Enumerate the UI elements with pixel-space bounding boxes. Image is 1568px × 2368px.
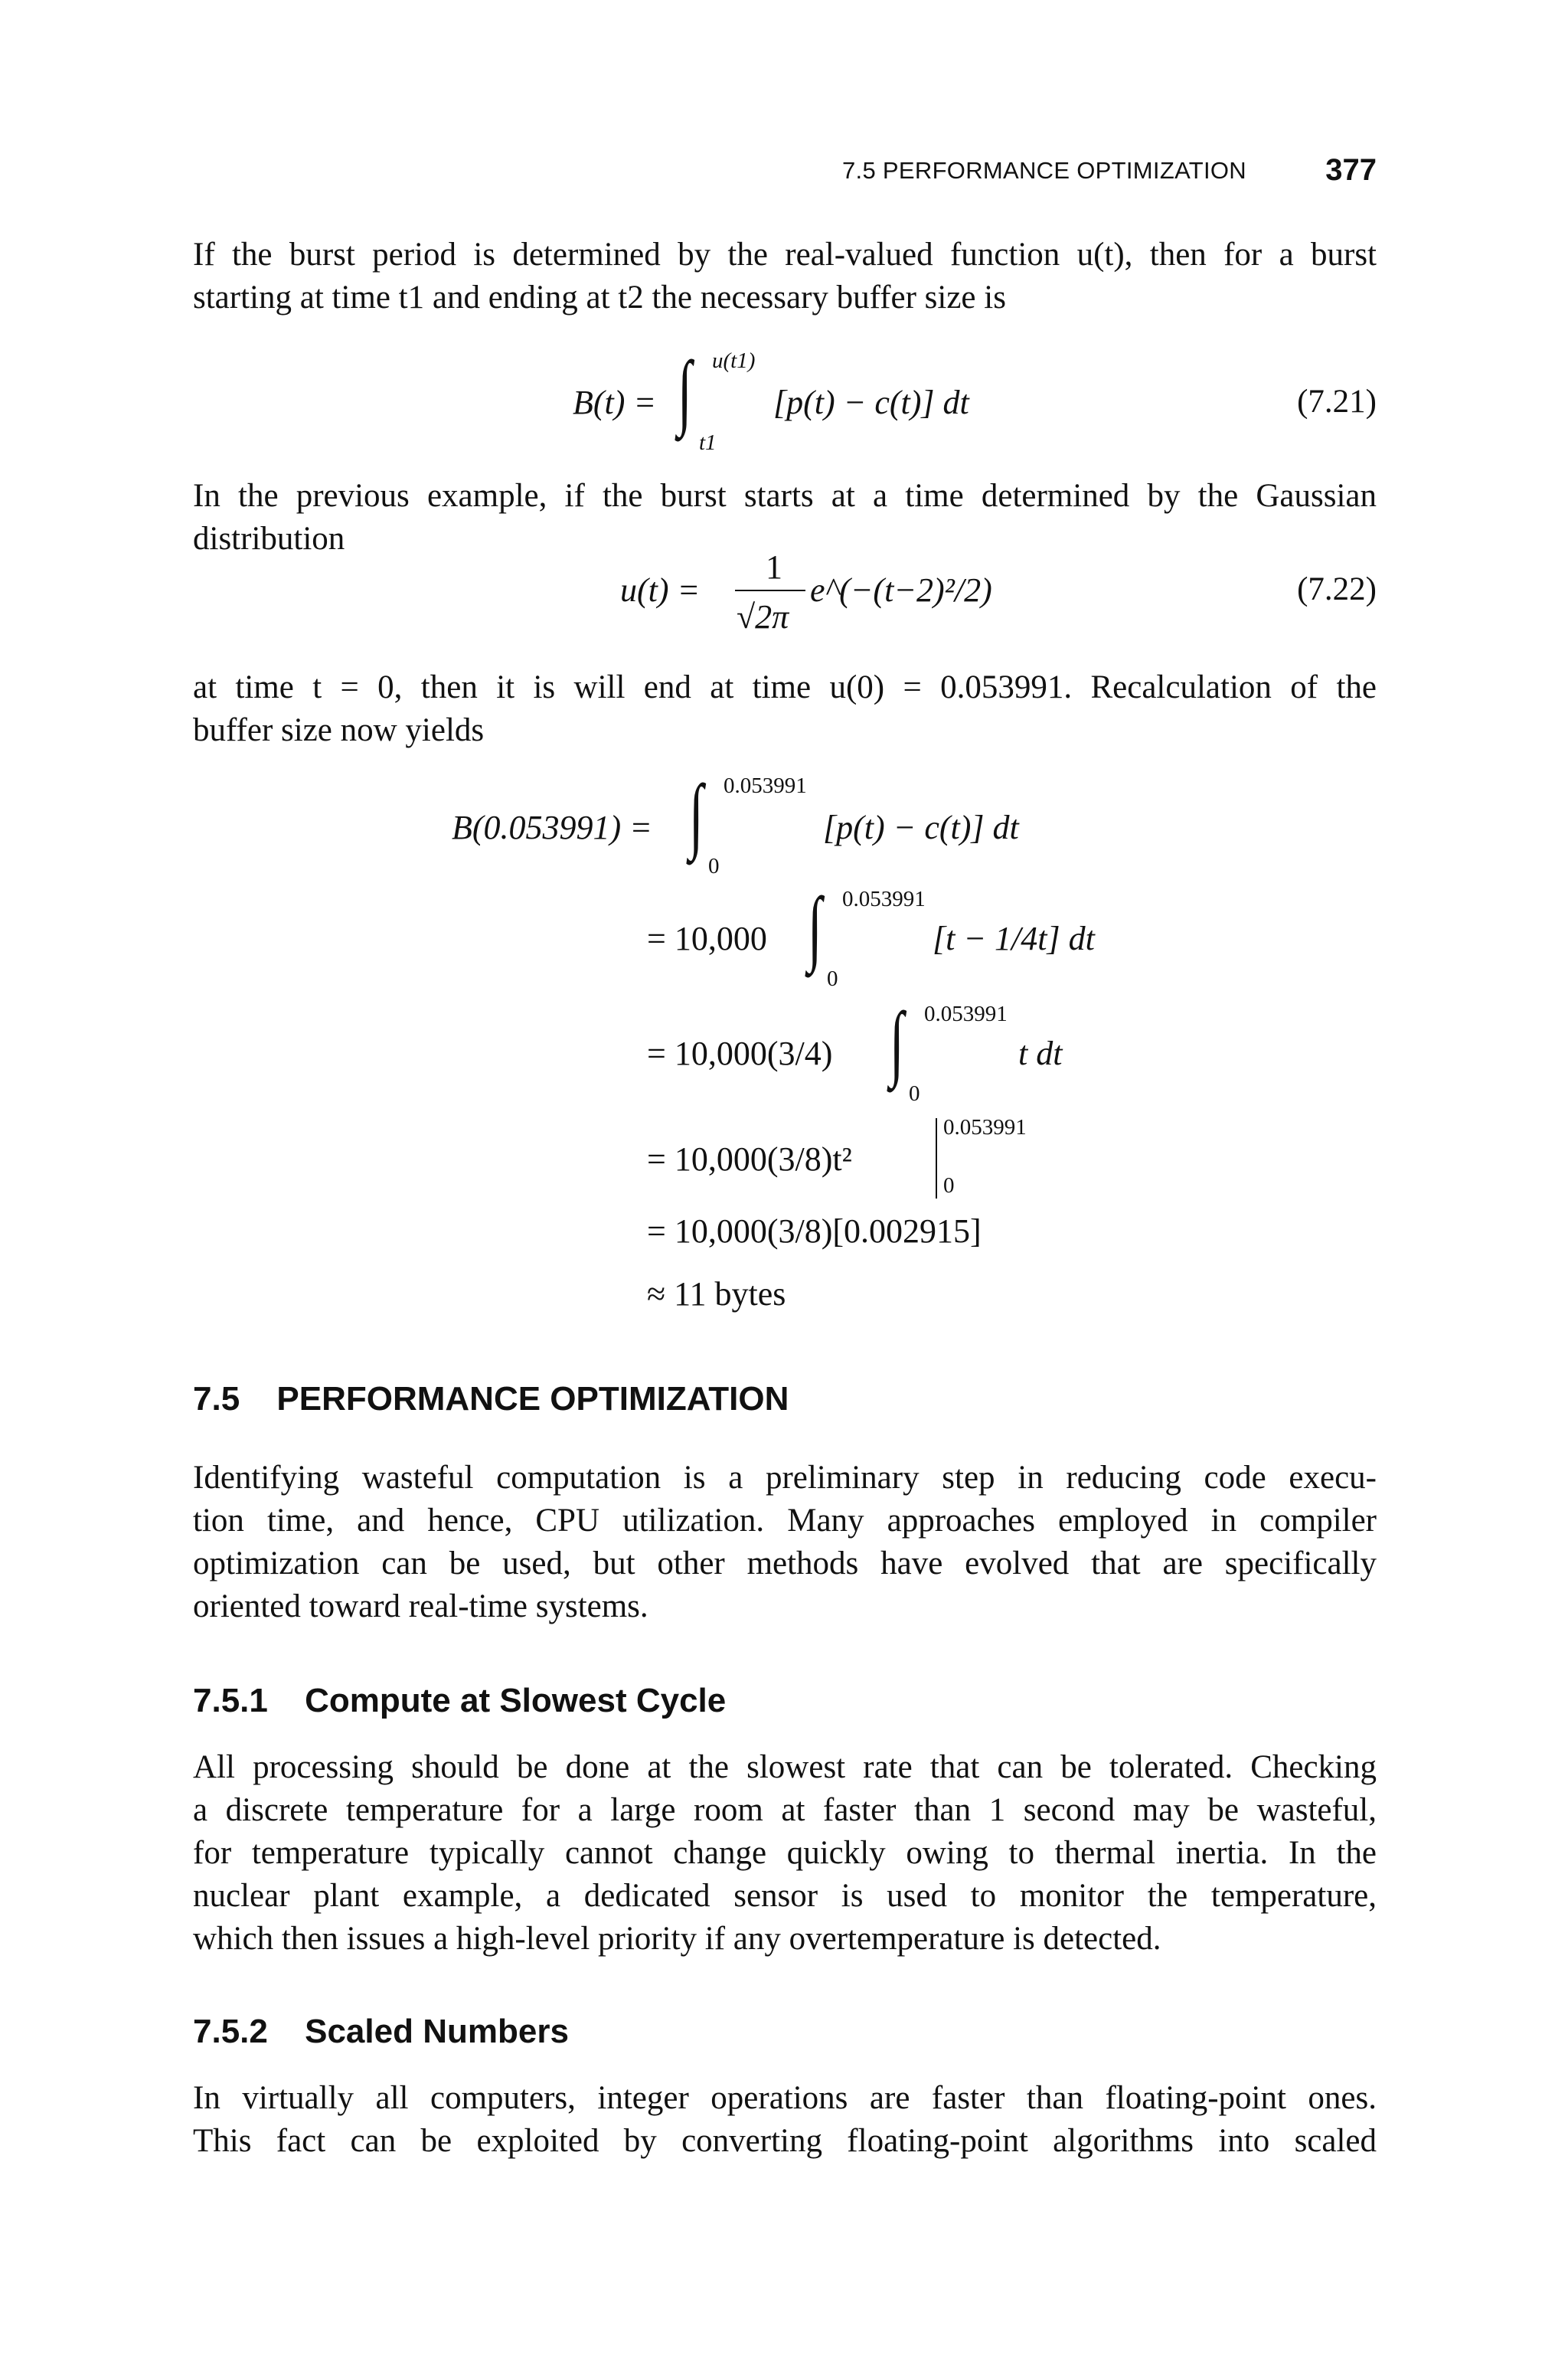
section-heading-7-5-2 <box>193 2013 569 2051</box>
paragraph-line: In virtually all computers, integer operations are faster than floating-point ones. <box>193 2080 1377 2116</box>
derivation-line4-upper: 0.053991 <box>943 1115 1027 1140</box>
intro-line-2: starting at time t1 and ending at t2 the necessary buffer size is <box>193 280 1006 316</box>
derivation-line5: = 10,000(3/8)[0.002915] <box>647 1212 982 1250</box>
integral-sign: ∫ <box>678 344 692 437</box>
gaussian-paragraph <box>193 475 1377 561</box>
paragraph-line: All processing should be done at the slowest rate that can be tolerated. Checking <box>193 1749 1377 1785</box>
eq-7-22-number: (7.22) <box>1297 571 1377 607</box>
eq-7-22-exponential: e^(−(t−2)²/2) <box>810 571 992 609</box>
paragraph-line: Identifying wasteful computation is a preliminary step in reducing code execu- <box>193 1460 1377 1496</box>
eq-7-22-numerator: 1 <box>766 548 782 586</box>
eq-7-21-lhs: B(t) = <box>573 384 657 421</box>
derivation-line2-lower: 0 <box>827 966 838 991</box>
intro-line-1: If the burst period is determined by the real-valued function u(t), then for a burst <box>193 237 1377 273</box>
eq-7-22-fraction-bar <box>735 590 805 591</box>
paragraph-line: for temperature typically cannot change quickly owing to thermal inertia. In the <box>193 1835 1377 1871</box>
eq-7-21-lower-limit: t1 <box>699 430 717 455</box>
paragraph-line: nuclear plant example, a dedicated sensor is used to monitor the temperature, <box>193 1878 1377 1914</box>
derivation-line2-prefix: = 10,000 <box>647 920 767 957</box>
section-heading-7-5-1 <box>193 1682 726 1720</box>
intro-paragraph <box>193 234 1377 319</box>
subsection-number: 7.5.2 <box>193 2013 268 2050</box>
derivation-line1-lower: 0 <box>708 854 720 878</box>
subsection-title: Scaled Numbers <box>305 2013 569 2050</box>
derivation-line6: ≈ 11 bytes <box>647 1275 786 1313</box>
derivation-line3-integrand: t dt <box>1018 1035 1063 1072</box>
eq-7-21-number: (7.21) <box>1297 384 1377 420</box>
section-7-5-1-paragraph <box>193 1746 1377 1961</box>
paragraph-line: This fact can be exploited by converting floating-point algorithms into scaled <box>193 2123 1377 2159</box>
eq-7-21-integrand: [p(t) − c(t)] dt <box>773 384 969 421</box>
eq-7-22-denominator: √2π <box>737 598 789 636</box>
paragraph-line: tion time, and hence, CPU utilization. Many approaches employed in compiler <box>193 1503 1377 1539</box>
section-title: PERFORMANCE OPTIMIZATION <box>276 1380 789 1418</box>
derivation-line4-lower: 0 <box>943 1173 955 1198</box>
derivation-line3-prefix: = 10,000(3/4) <box>647 1035 833 1072</box>
paragraph-line: oriented toward real-time systems. <box>193 1588 648 1624</box>
running-header-title: 7.5 PERFORMANCE OPTIMIZATION <box>842 157 1246 184</box>
subsection-number: 7.5.1 <box>193 1682 268 1719</box>
derivation-line2-integrand: [t − 1/4t] dt <box>933 920 1095 957</box>
page-number: 377 <box>1325 153 1377 187</box>
derivation-line3-lower: 0 <box>909 1081 920 1106</box>
eq-7-22-lhs: u(t) = <box>620 571 701 609</box>
recalc-line-2: buffer size now yields <box>193 712 485 748</box>
paragraph-line: which then issues a high-level priority if any overtemperature is detected. <box>193 1921 1161 1957</box>
recalc-paragraph <box>193 666 1377 752</box>
derivation-line2-upper: 0.053991 <box>842 887 926 911</box>
recalc-line-1: at time t = 0, then it is will end at time u(0) = 0.053991. Recalculation of the <box>193 669 1377 705</box>
section-number: 7.5 <box>193 1380 240 1418</box>
evaluation-bar <box>936 1118 937 1199</box>
gaussian-line-1: In the previous example, if the burst starts at a time determined by the Gaussian <box>193 478 1377 514</box>
section-7-5-paragraph <box>193 1457 1377 1628</box>
paragraph-line: a discrete temperature for a large room at faster than 1 second may be wasteful, <box>193 1792 1377 1828</box>
integral-sign: ∫ <box>689 767 704 861</box>
paragraph-line: optimization can be used, but other methods have evolved that are specifically <box>193 1545 1377 1581</box>
derivation-lhs: B(0.053991) = <box>452 809 652 846</box>
integral-sign: ∫ <box>890 995 904 1088</box>
derivation-line4-prefix: = 10,000(3/8)t² <box>647 1140 852 1178</box>
gaussian-line-2: distribution <box>193 521 345 557</box>
eq-7-21-upper-limit: u(t1) <box>712 348 756 373</box>
subsection-title: Compute at Slowest Cycle <box>305 1682 727 1719</box>
derivation-line3-upper: 0.053991 <box>924 1002 1008 1026</box>
derivation-line1-integrand: [p(t) − c(t)] dt <box>823 809 1019 846</box>
integral-sign: ∫ <box>808 880 822 973</box>
section-heading-7-5 <box>193 1380 789 1418</box>
section-7-5-2-paragraph <box>193 2077 1377 2163</box>
derivation-line1-upper: 0.053991 <box>724 774 807 798</box>
